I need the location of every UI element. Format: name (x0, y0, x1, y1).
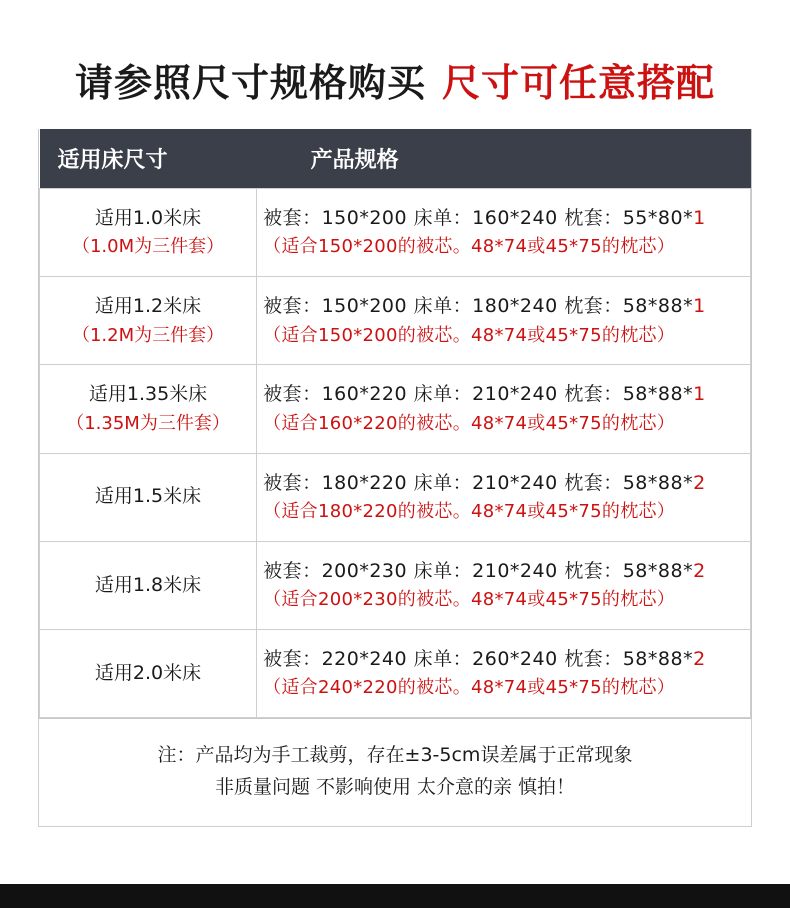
cell-product-spec (257, 541, 751, 629)
footnote-line-1: 注：产品均为手工裁剪，存在±3-5cm误差属于正常现象 (157, 744, 633, 767)
table-header-row (40, 129, 751, 189)
pillowcase-quantity: 2 (693, 647, 706, 670)
spec-table-body (40, 189, 751, 718)
spec-secondary-line: （适合180*220的被芯。48*74或45*75的枕芯） (263, 500, 676, 522)
cell-product-spec (257, 453, 751, 541)
pillowcase-quantity: 2 (693, 559, 706, 582)
page-title-accent: 尺寸可任意搭配 (442, 61, 716, 105)
footnote-line-2: 非质量问题 不影响使用 太介意的亲 慎拍！ (214, 776, 576, 799)
pillowcase-quantity: 1 (693, 207, 706, 229)
spec-primary-text: 被套：200*230 床单：210*240 枕套：58*88* (263, 559, 694, 582)
spec-secondary-line: （适合200*230的被芯。48*74或45*75的枕芯） (263, 589, 676, 611)
pillowcase-quantity: 2 (693, 471, 706, 494)
cell-product-spec (257, 277, 751, 365)
bed-size-note: （1.0M为三件套） (71, 236, 225, 258)
cell-bed-size (40, 453, 257, 541)
cell-bed-size (40, 629, 257, 717)
spec-table (39, 129, 751, 718)
spec-secondary-line: （适合150*200的被芯。48*74或45*75的枕芯） (263, 236, 676, 258)
spec-secondary-line: （适合240*220的被芯。48*74或45*75的枕芯） (263, 677, 676, 699)
spec-primary-text: 被套：150*200 床单：180*240 枕套：58*88* (263, 295, 694, 318)
spec-primary-line (263, 468, 744, 498)
spec-primary-line (263, 556, 744, 586)
spec-primary-text: 被套：160*220 床单：210*240 枕套：58*88* (263, 383, 694, 406)
spec-secondary-line: （适合160*220的被芯。48*74或45*75的枕芯） (263, 412, 676, 434)
bed-size-main: 适用2.0米床 (94, 661, 202, 684)
pillowcase-quantity: 1 (693, 295, 706, 318)
spec-table-head (40, 129, 751, 189)
cell-product-spec (257, 629, 751, 717)
cell-bed-size (40, 365, 257, 453)
table-row (40, 365, 751, 453)
table-row (40, 277, 751, 365)
bed-size-main: 适用1.5米床 (94, 485, 202, 508)
bed-size-note: （1.35M为三件套） (66, 412, 230, 434)
spec-primary-line (263, 291, 744, 321)
pillowcase-quantity: 1 (693, 383, 706, 406)
cell-bed-size (40, 541, 257, 629)
table-row (40, 541, 751, 629)
bottom-divider (0, 884, 790, 908)
table-row (40, 629, 751, 717)
spec-primary-line (263, 644, 744, 674)
spec-primary-line (263, 203, 744, 233)
spec-primary-text: 被套：150*200 床单：160*240 枕套：55*80* (263, 207, 694, 229)
page-title (0, 0, 790, 129)
table-row (40, 189, 751, 277)
bed-size-main: 适用1.8米床 (94, 573, 202, 596)
page-title-main: 请参照尺寸规格购买 (74, 61, 426, 105)
cell-bed-size (40, 277, 257, 365)
spec-table-wrapper (38, 129, 752, 719)
cell-bed-size (40, 189, 257, 277)
spec-primary-text: 被套：220*240 床单：260*240 枕套：58*88* (263, 647, 694, 670)
table-row (40, 453, 751, 541)
bed-size-main: 适用1.2米床 (94, 295, 202, 318)
column-header-bed-size: 适用床尺寸 (40, 129, 257, 189)
bed-size-main: 适用1.35米床 (88, 383, 208, 406)
cell-product-spec (257, 365, 751, 453)
cell-product-spec (257, 189, 751, 277)
footnote (38, 719, 752, 827)
spec-primary-line (263, 379, 744, 409)
bed-size-main: 适用1.0米床 (94, 206, 202, 229)
bed-size-note: （1.2M为三件套） (71, 324, 225, 346)
spec-secondary-line: （适合150*200的被芯。48*74或45*75的枕芯） (263, 324, 676, 346)
spec-primary-text: 被套：180*220 床单：210*240 枕套：58*88* (263, 471, 694, 494)
column-header-product-spec: 产品规格 (257, 129, 751, 189)
